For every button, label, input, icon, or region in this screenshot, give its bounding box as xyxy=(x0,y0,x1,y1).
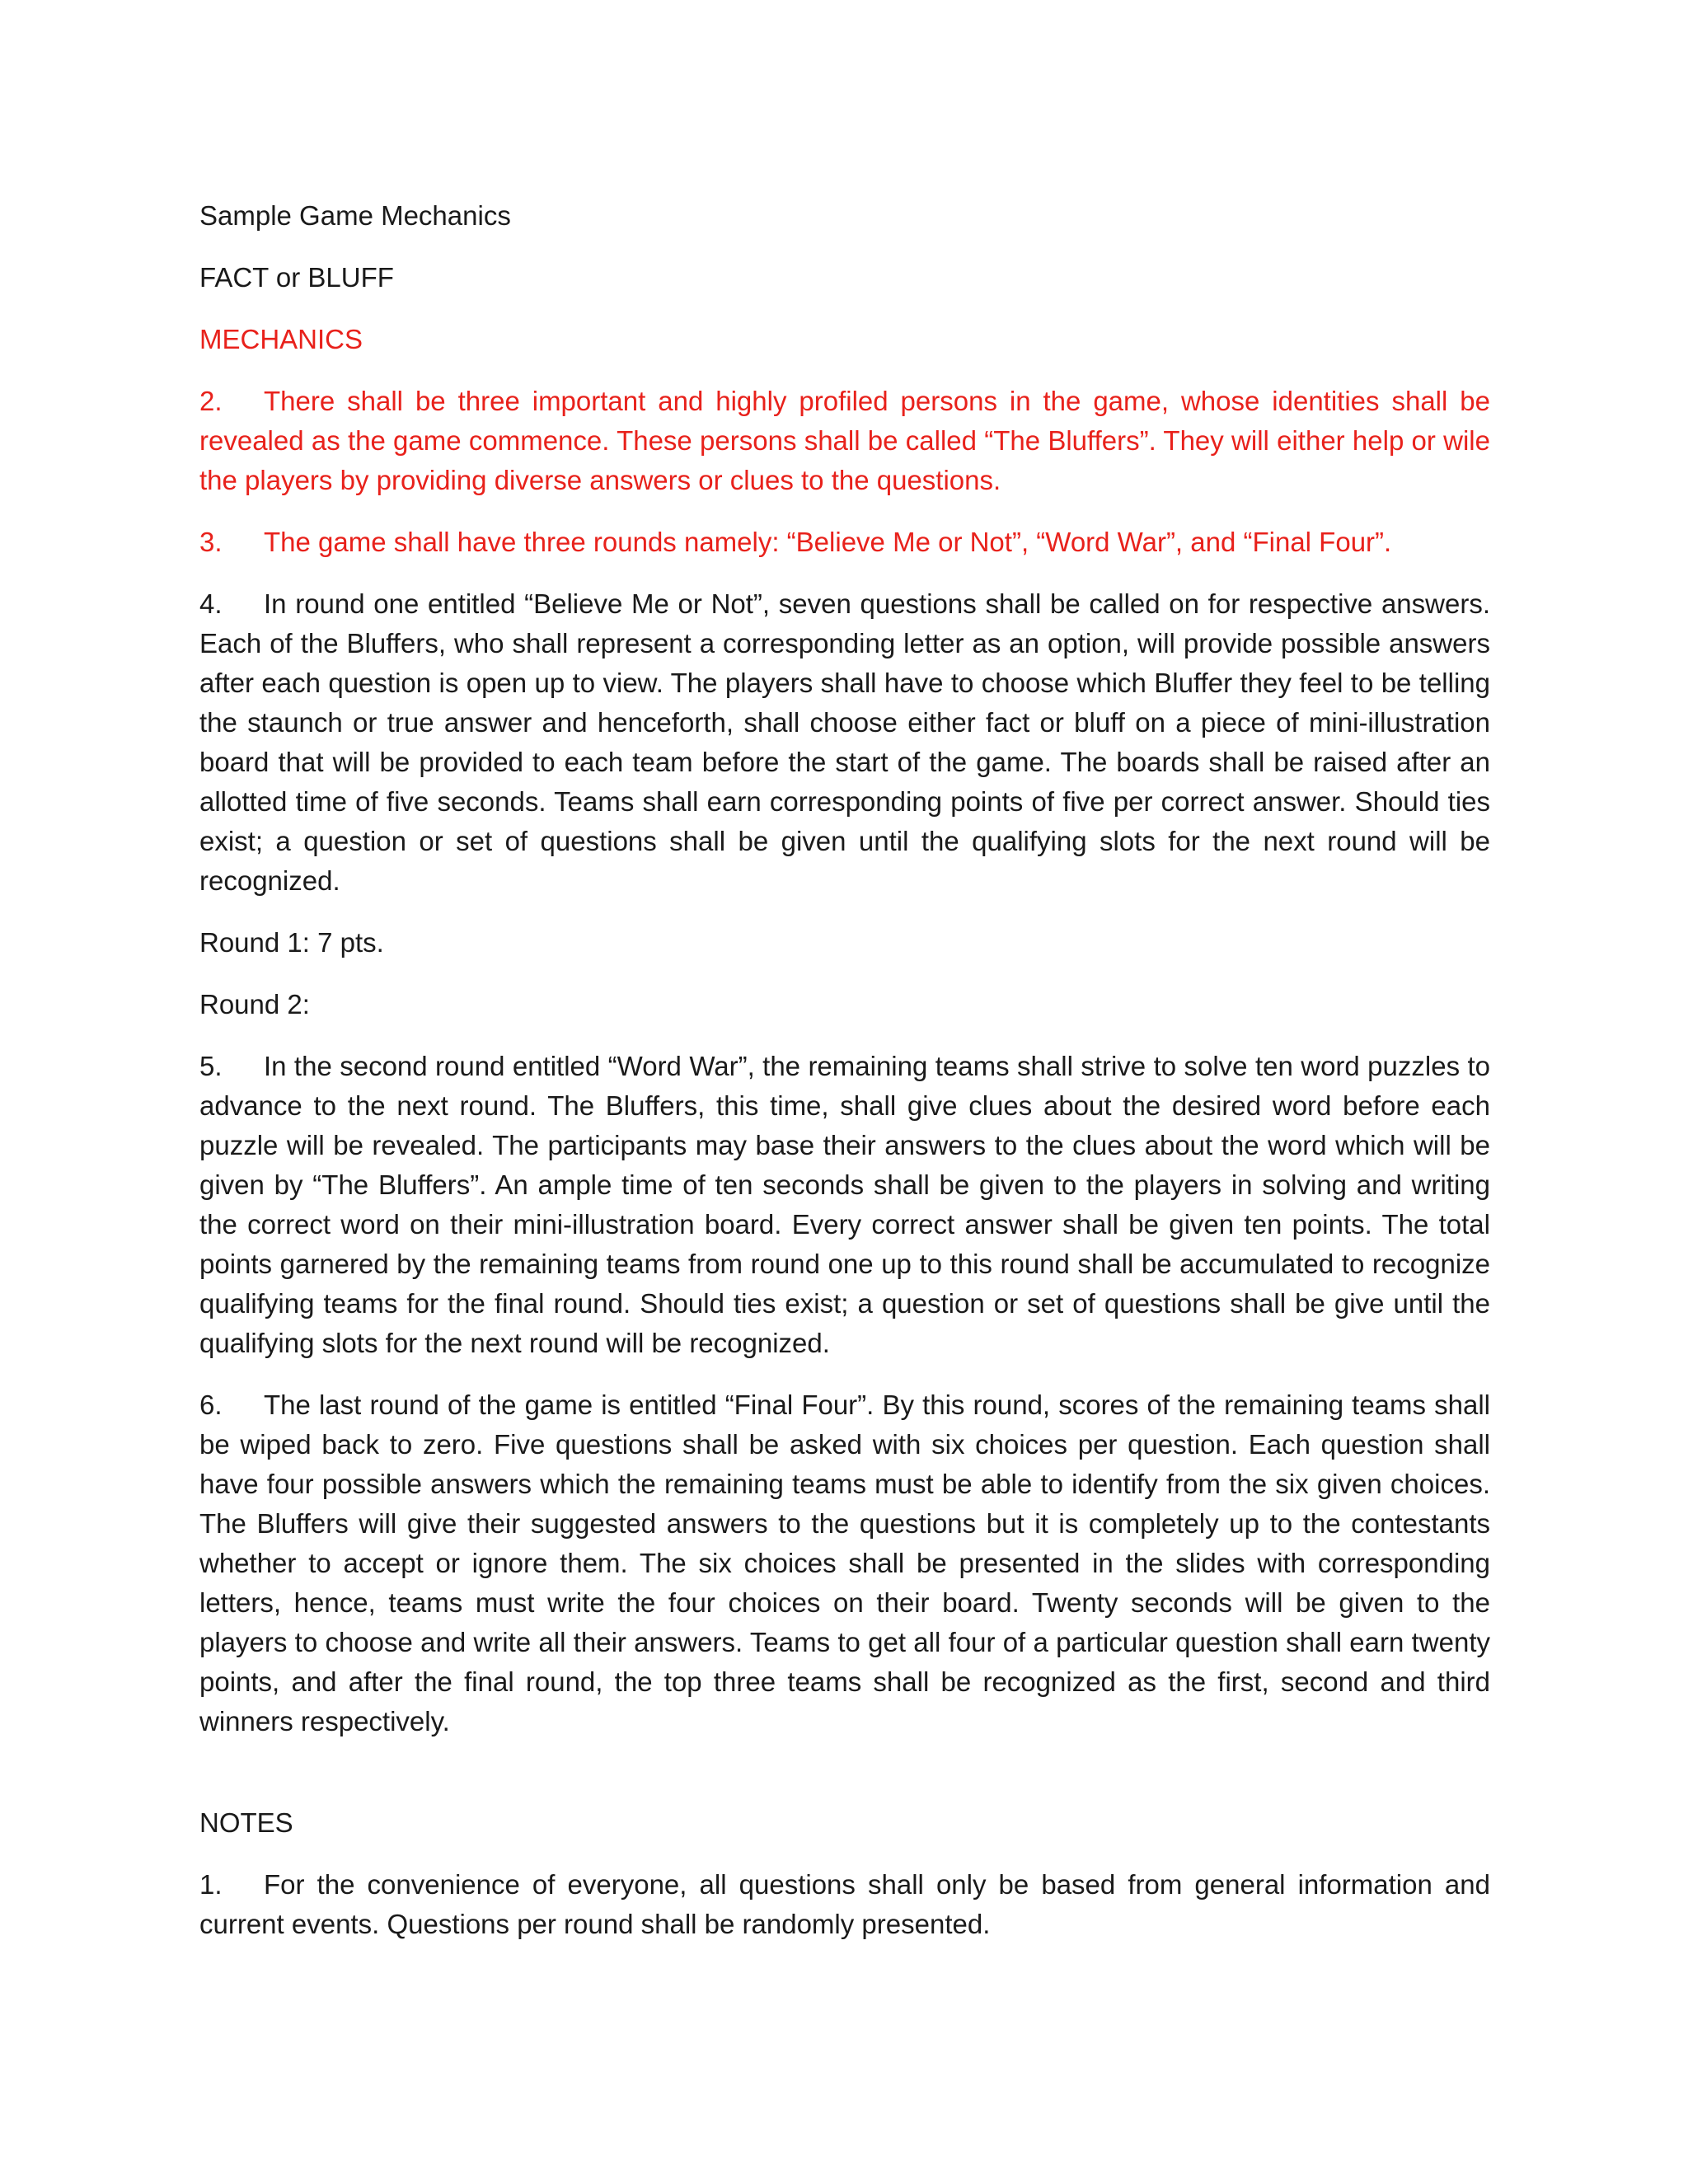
item-text: In round one entitled “Believe Me or Not”, seven questions shall be called on for respective answers. Each of the Bluffers, who shall represent a corresponding letter as an option, will provide possible answers after each question is open up to view. The players shall have to choose which Bluffer they feel to be telling the staunch or true answer and henceforth, shall choose either fact or bluff on a piece of mini-illustration board that will be provided to each team before the start of the game. The boards shall be raised after an allotted time of five seconds. Teams shall earn corresponding points of five per correct answer. Should ties exist; a question or set of questions shall be given until the qualifying slots for the next round will be recognized. xyxy=(199,588,1490,896)
item-text: The game shall have three rounds namely: “Believe Me or Not”, “Word War”, and “Final Four”. xyxy=(264,527,1392,557)
item-number: 5. xyxy=(199,1051,223,1081)
document-body xyxy=(199,196,1490,1966)
item-number: 2. xyxy=(199,386,223,416)
notes-item-1 xyxy=(199,1865,1490,1944)
item-number: 4. xyxy=(199,588,223,619)
item-text: The last round of the game is entitled “Final Four”. By this round, scores of the remaining teams shall be wiped back to zero. Five questions shall be asked with six choices per question. Each question shall have four possible answers which the remaining teams must be able to identify from the six given choices. The Bluffers will give their suggested answers to the questions but it is completely up to the contestants whether to accept or ignore them. The six choices shall be presented in the slides with corresponding letters, hence, teams must write the four choices on their board. Twenty seconds will be given to the players to choose and write all their answers. Teams to get all four of a particular question shall earn twenty points, and after the final round, the top three teams shall be recognized as the first, second and third winners respectively. xyxy=(199,1390,1490,1736)
mechanics-heading: MECHANICS xyxy=(199,324,363,354)
mechanics-item-6 xyxy=(199,1385,1490,1741)
spacer xyxy=(199,1764,1490,1803)
item-text: For the convenience of everyone, all questions shall only be based from general information and current events. Questions per round shall be randomly presented. xyxy=(199,1869,1490,1939)
round1-points: Round 1: 7 pts. xyxy=(199,927,384,958)
document-title: Sample Game Mechanics xyxy=(199,200,511,231)
item-number: 6. xyxy=(199,1390,223,1420)
game-name: FACT or BLUFF xyxy=(199,262,394,293)
mechanics-item-2 xyxy=(199,382,1490,500)
round2-label: Round 2: xyxy=(199,989,310,1019)
item-number: 1. xyxy=(199,1869,223,1900)
item-number: 3. xyxy=(199,527,223,557)
notes-heading: NOTES xyxy=(199,1807,293,1838)
mechanics-item-3 xyxy=(199,523,1490,562)
mechanics-item-5 xyxy=(199,1047,1490,1363)
item-text: There shall be three important and highly profiled persons in the game, whose identities shall be revealed as the game commence. These persons shall be called “The Bluffers”. They will either help or wile the players by providing diverse answers or clues to the questions. xyxy=(199,386,1490,495)
item-text: In the second round entitled “Word War”, the remaining teams shall strive to solve ten word puzzles to advance to the next round. The Bluffers, this time, shall give clues about the desired word before each puzzle will be revealed. The participants may base their answers to the clues about the word which will be given by “The Bluffers”. An ample time of ten seconds shall be given to the players in solving and writing the correct word on their mini-illustration board. Every correct answer shall be given ten points. The total points garnered by the remaining teams from round one up to this round shall be accumulated to recognize qualifying teams for the final round. Should ties exist; a question or set of questions shall be give until the qualifying slots for the next round will be recognized. xyxy=(199,1051,1490,1358)
mechanics-item-4 xyxy=(199,584,1490,901)
